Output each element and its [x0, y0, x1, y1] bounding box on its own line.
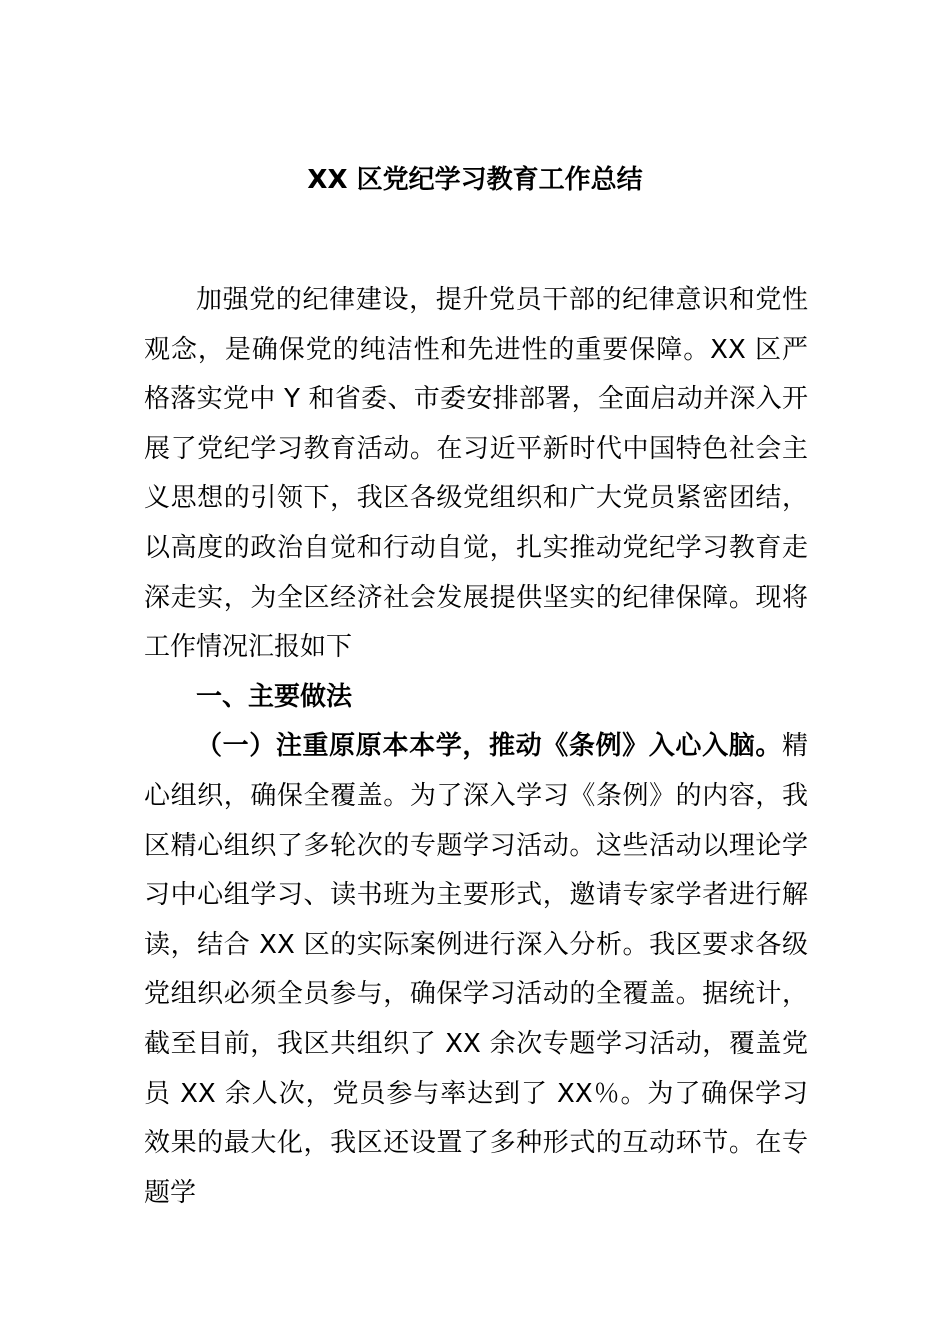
- section-heading: 一、主要做法: [196, 681, 353, 712]
- document-title: XX 区党纪学习教育工作总结: [307, 165, 643, 195]
- subsection-paragraph: [144, 722, 808, 1218]
- intro-paragraph: 加强党的纪律建设，提升党员干部的纪律意识和党性观念，是确保党的纯洁性和先进性的重要保障。XX 区严格落实党中 Y 和省委、市委安排部署，全面启动并深入开展了党纪学习教育活动。在习近平新时代中国特色社会主义思想的引领下，我区各级党组织和广大党员紧密团结，以高度的政治自觉和行动自觉，扎实推动党纪学习教育走深走实，为全区经济社会发展提供坚实的纪律保障。现将工作情况汇报如下: [144, 285, 808, 663]
- subsection-heading: （一）注重原原本本学，推动《条例》入心入脑。: [196, 731, 782, 762]
- document-body: [144, 276, 808, 1218]
- subsection-body: 精心组织，确保全覆盖。为了深入学习《条例》的内容，我区精心组织了多轮次的专题学习活动。这些活动以理论学习中心组学习、读书班为主要形式，邀请专家学者进行解读，结合 XX 区的实际案例进行深入分析。我区要求各级党组织必须全员参与，确保学习活动的全覆盖。据统计，截至目前，我区共组织了 XX 余次专题学习活动，覆盖党员 XX 余人次，党员参与率达到了 XX％。为了确保学习效果的最大化，我区还设置了多种形式的互动环节。在专题学: [144, 731, 808, 1208]
